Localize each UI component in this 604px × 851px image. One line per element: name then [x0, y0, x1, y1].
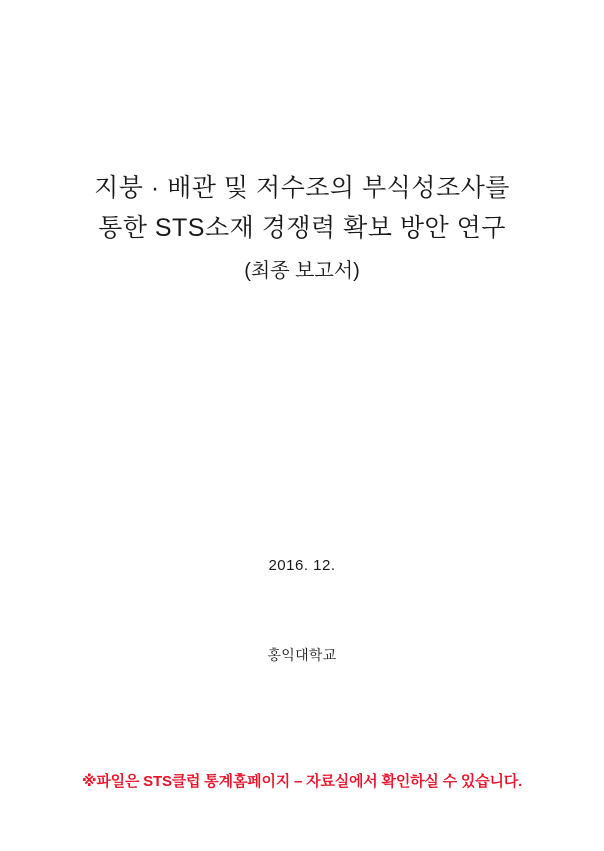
- notice-text: ※파일은 STS클럽 통계홈페이지 – 자료실에서 확인하실 수 있습니다.: [81, 773, 523, 790]
- page-title-line-1: 지붕 · 배관 및 저수조의 부식성조사를: [94, 174, 510, 202]
- publication-date: 2016. 12.: [268, 557, 336, 574]
- organization-name: 홍익대학교: [267, 647, 337, 663]
- title-block: [0, 168, 604, 285]
- page-subtitle: (최종 보고서): [244, 260, 360, 282]
- page-title-line-2: 통한 STS소재 경쟁력 확보 방안 연구: [98, 214, 506, 242]
